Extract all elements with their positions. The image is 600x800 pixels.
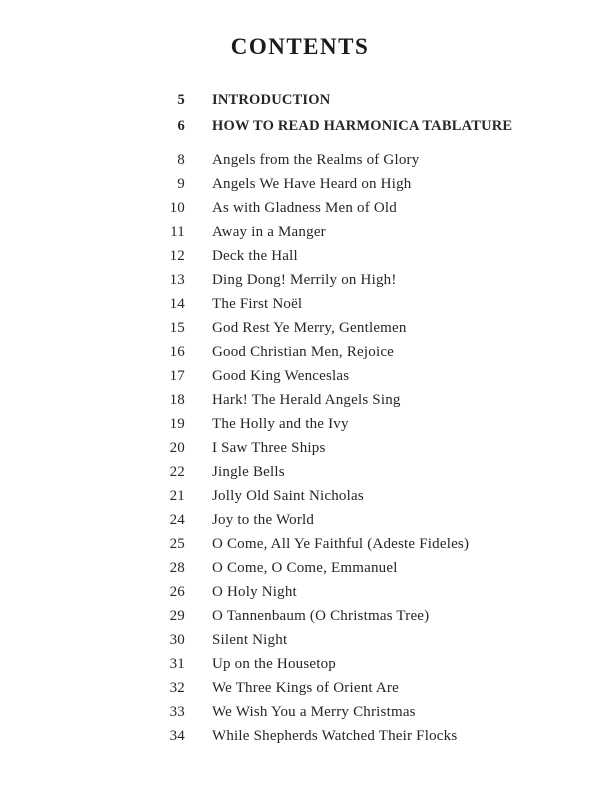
toc-entry-title: The Holly and the Ivy: [212, 416, 349, 432]
toc-entry-title: Hark! The Herald Angels Sing: [212, 392, 401, 408]
toc-page-number: 13: [169, 272, 185, 288]
toc-page-number: 29: [169, 608, 185, 624]
toc-entry: [140, 320, 560, 344]
toc-entry-title: Good King Wenceslas: [212, 368, 350, 384]
toc-entry-title: Away in a Manger: [212, 224, 326, 240]
toc-entry-title: Angels We Have Heard on High: [212, 176, 412, 192]
toc-entry: [140, 92, 560, 118]
toc-page-number: 11: [170, 224, 185, 240]
toc-entry-title: The First Noël: [212, 296, 303, 312]
toc-page-number: 12: [169, 248, 185, 264]
toc-entry-title: Jolly Old Saint Nicholas: [212, 488, 364, 504]
toc-page-number: 6: [177, 118, 185, 134]
toc-page-number: 31: [169, 656, 185, 672]
toc-entry-title: Jingle Bells: [212, 464, 285, 480]
toc-entry: [140, 152, 560, 176]
toc-page-number: 33: [169, 704, 185, 720]
toc-entry-title: God Rest Ye Merry, Gentlemen: [212, 320, 407, 336]
toc-entry: [140, 728, 560, 752]
toc-page-number: 5: [177, 92, 185, 108]
toc-page-number: 21: [169, 488, 185, 504]
toc-entry-title: Silent Night: [212, 632, 288, 648]
toc-entry-title: While Shepherds Watched Their Flocks: [212, 728, 458, 744]
toc-page-number: 32: [169, 680, 185, 696]
toc-entry-title: INTRODUCTION: [212, 92, 331, 108]
toc-entry: [140, 200, 560, 224]
toc-entry-title: Up on the Housetop: [212, 656, 337, 672]
toc-page-number: 19: [169, 416, 185, 432]
toc-page-number: 17: [169, 368, 185, 384]
toc-entry-title: Ding Dong! Merrily on High!: [212, 272, 397, 288]
toc-entry-title: We Wish You a Merry Christmas: [212, 704, 416, 720]
toc-entry: [140, 272, 560, 296]
toc-entry: [140, 608, 560, 632]
toc-entry-title: Angels from the Realms of Glory: [212, 152, 420, 168]
toc-entry: [140, 248, 560, 272]
toc-page-number: 15: [169, 320, 185, 336]
toc-entry: [140, 416, 560, 440]
toc-entry: [140, 584, 560, 608]
toc-page-number: 25: [169, 536, 185, 552]
toc-entry: [140, 392, 560, 416]
toc-page-number: 18: [169, 392, 185, 408]
toc-page-number: 16: [169, 344, 185, 360]
toc-entry-title: As with Gladness Men of Old: [212, 200, 397, 216]
toc-page-number: 10: [169, 200, 185, 216]
toc-entry-title: We Three Kings of Orient Are: [212, 680, 399, 696]
toc-entry: [140, 224, 560, 248]
toc-entry: [140, 440, 560, 464]
toc-page-number: 26: [169, 584, 185, 600]
toc-entry: [140, 560, 560, 584]
toc-entry: [140, 512, 560, 536]
toc-page-number: 8: [177, 152, 185, 168]
toc-entry-title: I Saw Three Ships: [212, 440, 326, 456]
toc-page-number: 22: [169, 464, 185, 480]
toc-entry: [140, 344, 560, 368]
toc-entry-title: O Come, All Ye Faithful (Adeste Fideles): [212, 536, 470, 552]
toc-entry: [140, 464, 560, 488]
toc-page-number: 34: [169, 728, 185, 744]
toc-page-number: 28: [169, 560, 185, 576]
toc-entry-title: Deck the Hall: [212, 248, 298, 264]
toc-entry-title: Good Christian Men, Rejoice: [212, 344, 395, 360]
page-title: CONTENTS: [230, 34, 370, 59]
toc-song-list: [140, 152, 560, 752]
toc-entry-title: O Tannenbaum (O Christmas Tree): [212, 608, 430, 624]
toc-entry-title: HOW TO READ HARMONICA TABLATURE: [212, 118, 513, 134]
toc-entry-title: O Holy Night: [212, 584, 297, 600]
toc-page-number: 30: [169, 632, 185, 648]
toc-entry: [140, 368, 560, 392]
toc-entry: [140, 656, 560, 680]
toc-page-number: 24: [169, 512, 185, 528]
toc-entry: [140, 536, 560, 560]
toc-entry: [140, 680, 560, 704]
toc-front-matter-list: [140, 92, 560, 144]
toc-entry: [140, 118, 560, 144]
toc-page-number: 20: [169, 440, 185, 456]
toc-page-number: 9: [177, 176, 185, 192]
toc-entry: [140, 296, 560, 320]
toc-entry: [140, 488, 560, 512]
toc-entry: [140, 176, 560, 200]
toc-entry: [140, 632, 560, 656]
toc-entry-title: O Come, O Come, Emmanuel: [212, 560, 398, 576]
toc-page-number: 14: [169, 296, 185, 312]
toc-entry-title: Joy to the World: [212, 512, 315, 528]
toc-entry: [140, 704, 560, 728]
